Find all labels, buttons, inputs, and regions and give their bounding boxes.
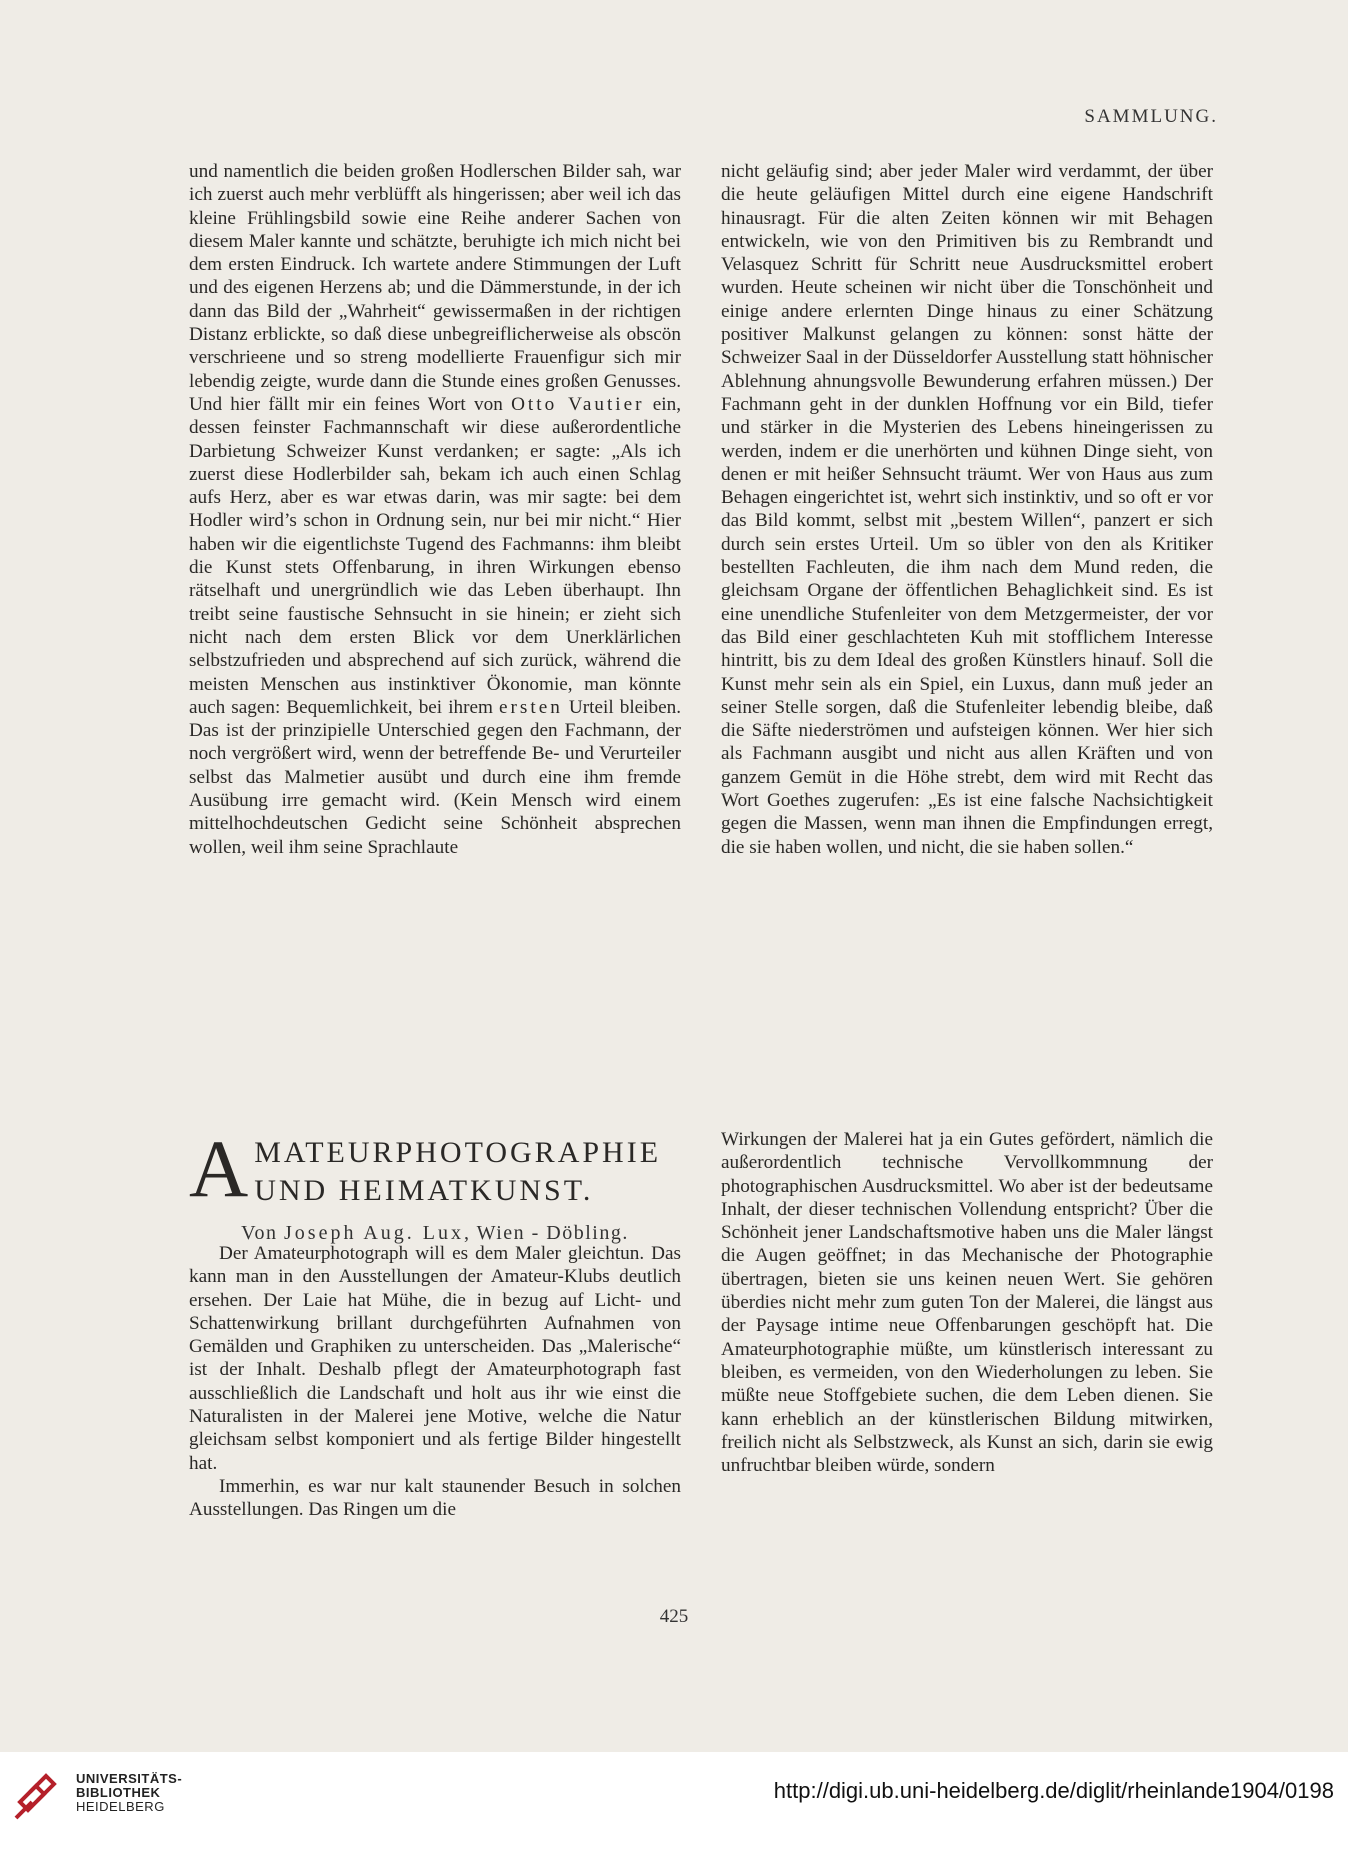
paragraph: Wirkungen der Malerei hat ja ein Gutes gefördert, nämlich die außerordentlich technische Vervollkommnung der photographischen Ausdrucksmittel. Wo aber ist der bedeutsame Inhalt, der dieser technischen Vollendung entspricht? Über die Schönheit jener Landschaftsmotive haben uns die Maler längst die Augen geöffnet; in das Mechanische der Photographie übertragen, bieten sie uns keinen neuen Wert. Sie gehören überdies nicht mehr zum guten Ton der Malerei, die längst aus der Paysage intime neue Offenbarungen geschöpft hat. Die Amateurphotographie müßte, um künstlerisch interessant zu bleiben, es vermeiden, von den Wiederholungen zu leben. Sie müßte neue Stoffgebiete suchen, die dem Leben dienen. Sie kann erheblich an der künstlerischen Bildung mitwirken, freilich nicht als Selbstzweck, als Kunst an sich, darin sie ewig unfruchtbar bleiben würde, sondern [721,1129,1213,1477]
byline [189,1208,681,1245]
permalink-url[interactable]: http://digi.ub.uni-heidelberg.de/diglit/rheinlande1904/0198 [773,1778,1334,1803]
article-title-line-2: UND HEIMATKUNST. [254,1174,594,1207]
right-column-top [721,160,1213,859]
running-head: SAMMLUNG. [1084,106,1218,127]
byline-prefix: Von [241,1222,278,1244]
left-column-top [189,160,681,859]
library-logo-icon [12,1764,62,1824]
spaced-name: Otto Vautier [511,393,645,415]
page-number: 425 [659,1606,689,1627]
paragraph: Immerhin, es war nur kalt staunender Besuch in solchen Ausstellungen. Das Ringen um die [189,1475,681,1521]
library-name [76,1772,182,1814]
spaced-word: ersten [499,696,563,718]
paragraph [189,160,681,859]
text-run: Urteil bleiben. Das ist der prinzipielle Unterschied gegen den Fachmann, der noch vergrößert wird, wenn der betreffende Be- und Verurteiler selbst das Malmetier ausübt und durch eine ihm fremde Ausübung irre gemacht wird. (Kein Mensch wird einem mittelhochdeutschen Gedicht seine Schönheit absprechen wollen, weil ihm seine Sprachlaute [189,696,682,858]
text-run: und namentlich die beiden großen Hodlerschen Bilder sah, war ich zuerst auch mehr verblüfft als hingerissen; aber weil ich das kleine Frühlingsbild sowie eine Reihe anderer Sachen von diesem Maler kannte und schätzte, beruhigte ich mich nicht bei dem ersten Eindruck. Ich wartete andere Stimmungen der Luft und des eigenen Herzens ab; und die Dämmerstunde, in der ich dann das Bild der „Wahrheit“ gewissermaßen in der richtigen Distanz erblickte, so daß diese unbegreiflicherweise als obscön verschrieene und so streng modellierte Frauenfigur sich mir lebendig zeigte, wurde dann die Stunde eines großen Genusses. Und hier fällt mir ein feines Wort von [189,161,681,415]
library-line-3: HEIDELBERG [76,1799,165,1814]
footer-bar [0,1752,1348,1852]
text-run: ein, dessen feinster Fachmannschaft wir diese außerordentliche Darbietung Schweizer Kunst verdanken; er sagte: „Als ich zuerst diese Hodlerbilder sah, bekam ich auch einen Schlag aufs Herz, aber es war etwas darin, was mir sagte: bei dem Hodler wird’s schon in Ordnung sein, nur bei mir nicht.“ Hier haben wir die eigentlichste Tugend des Fachmanns: ihm bleibt die Kunst stets Offenbarung, in ihren Wirkungen ebenso rätselhaft und unergründlich wie das Leben überhaupt. Ihn treibt seine faustische Sehnsucht in sie hinein; er zieht sich nicht nach dem ersten Blick vor dem Unerklärlichen selbstzufrieden und absprechend auf sich zurück, während die meisten Menschen aus instinktiver Ökonomie, man könnte auch sagen: Bequemlichkeit, bei ihrem [189,393,682,718]
left-column-bottom [189,1242,681,1522]
article-title-line-1: MATEURPHOTOGRAPHIE [254,1136,662,1169]
byline-suffix: , Wien - Döbling. [464,1222,629,1244]
article-heading [189,1123,681,1245]
paragraph: nicht geläufig sind; aber jeder Maler wird verdammt, der über die heute geläufigen Mittel durch eine eigene Handschrift hinausragt. Für die alten Zeiten können wir mit Behagen entwickeln, wie von den Primitiven bis zu Rembrandt und Velasquez Schritt für Schritt neue Ausdrucksmittel erobert wurden. Heute scheinen wir nicht über die Tonschönheit und einige andere erlernten Dinge hinaus zu einer Schätzung positiver Malkunst gelangen zu können: sonst hätte der Schweizer Saal in der Düsseldorfer Ausstellung statt höhnischer Ablehnung ahnungsvolle Bewunderung erfahren müssen.) Der Fachmann geht in der dunklen Hoffnung vor ein Bild, tiefer und stärker in die Mysterien des Lebens hineingerissen zu werden, indem er die unerhörten und kühnen Dinge sieht, von denen er mit heißer Sehnsucht träumt. Wer von Haus aus zum Behagen eingerichtet ist, wehrt sich instinktiv, und so oft er vor das Bild kommt, selbst mit „bestem Willen“, panzert er sich durch sein erstes Urteil. Um so übler von den als Kritiker bestellten Fachleuten, die ihm nach dem Mund reden, die gleichsam Organe der öffentlichen Behaglichkeit sind. Es ist eine unendliche Stufenleiter von dem Metzgermeister, der vor das Bild einer geschlachteten Kuh mit stofflichem Interesse hintritt, bis zu dem Ideal des großen Künstlers hinauf. Soll die Kunst mehr sein als ein Spiel, ein Luxus, dann muß jeder an seiner Stelle sorgen, daß die Stufenleiter lebendig bleibe, daß die Säfte niederströmen und aufsteigen können. Wer hier sich als Fachmann ausgibt und nicht aus allen Kräften und von ganzem Gemüt in die Höhe strebt, dem wird mit Recht das Wort Goethes zugerufen: „Es ist eine falsche Nachsichtigkeit gegen die Massen, wenn man ihnen die Empfindungen erregt, die sie haben wollen, und nicht, die sie haben sollen.“ [721,161,1213,858]
drop-cap: A [189,1123,249,1214]
library-line-2: BIBLIOTHEK [76,1785,161,1800]
library-line-1: UNIVERSITÄTS- [76,1771,183,1786]
paragraph: Der Amateurphotograph will es dem Maler gleichtun. Das kann man in den Ausstellungen der Amateur-Klubs deutlich ersehen. Der Laie hat Mühe, die in bezug auf Licht- und Schattenwirkung brillant durchgeführten Aufnahmen von Gemälden und Graphiken zu unterscheiden. Das „Malerische“ ist der Inhalt. Deshalb pflegt der Amateurphotograph fast ausschließlich die Landschaft und holt aus ihr wie einst die Naturalisten in der Malerei jene Motive, welche die Natur gleichsam selbst komponiert und als fertige Bilder hingestellt hat. [189,1243,681,1474]
byline-author: Joseph Aug. Lux [284,1222,464,1244]
right-column-bottom [721,1128,1213,1477]
